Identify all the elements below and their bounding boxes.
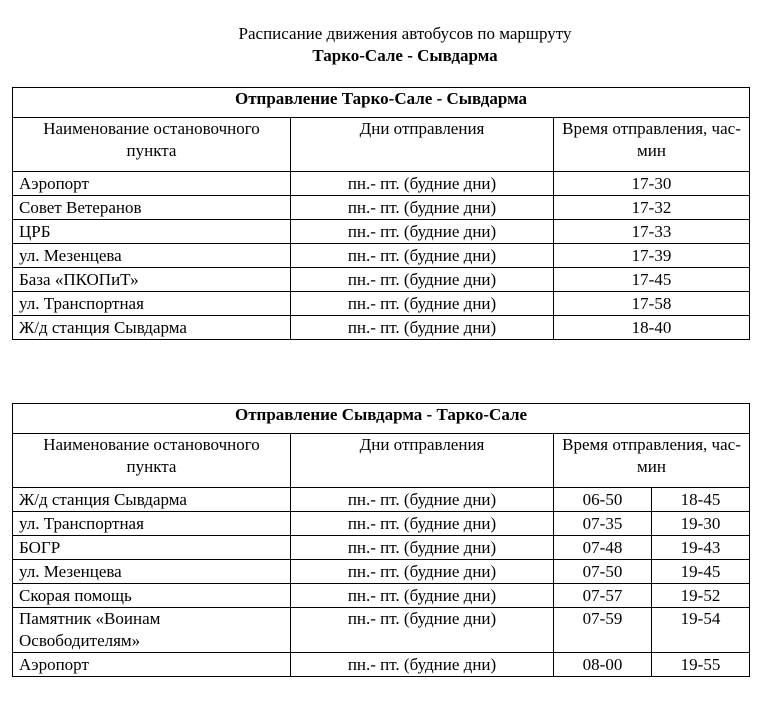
table-caption: Отправление Сывдарма - Тарко-Сале — [13, 404, 750, 434]
departure-days: пн.- пт. (будние дни) — [291, 244, 554, 268]
departure-days: пн.- пт. (будние дни) — [291, 512, 554, 536]
column-header-time: Время отправления, час-мин — [554, 434, 750, 488]
departure-time-morning: 06-50 — [554, 488, 652, 512]
table-row — [13, 560, 750, 584]
stop-name: Ж/д станция Сывдарма — [13, 488, 291, 512]
stop-name: ул. Мезенцева — [13, 560, 291, 584]
document-title: Расписание движения автобусов по маршруту — [238, 24, 572, 43]
departure-time-morning: 08-00 — [554, 653, 652, 677]
table-row — [13, 536, 750, 560]
stop-name: ул. Транспортная — [13, 512, 291, 536]
table-row — [13, 512, 750, 536]
table-row — [13, 172, 750, 196]
stop-name: ЦРБ — [13, 220, 291, 244]
departure-days: пн.- пт. (будние дни) — [291, 196, 554, 220]
schedule-table-outbound — [12, 87, 750, 340]
stop-name: Скорая помощь — [13, 584, 291, 608]
schedule-table-return — [12, 403, 750, 677]
departure-time: 18-40 — [554, 316, 750, 340]
column-header-time: Время отправления, час-мин — [554, 118, 750, 172]
departure-days: пн.- пт. (будние дни) — [291, 536, 554, 560]
departure-time-morning: 07-57 — [554, 584, 652, 608]
departure-time-evening: 19-30 — [652, 512, 750, 536]
departure-time-morning: 07-59 — [554, 608, 652, 653]
column-header-stop: Наименование остановочного пункта — [13, 118, 291, 172]
departure-time-evening: 19-55 — [652, 653, 750, 677]
stop-name: Аэропорт — [13, 172, 291, 196]
table-row — [13, 608, 750, 653]
departure-days: пн.- пт. (будние дни) — [291, 608, 554, 653]
route-title: Тарко-Сале - Сывдарма — [312, 46, 498, 65]
departure-days: пн.- пт. (будние дни) — [291, 220, 554, 244]
departure-time-evening: 19-45 — [652, 560, 750, 584]
departure-time-morning: 07-48 — [554, 536, 652, 560]
table-row — [13, 220, 750, 244]
table-caption: Отправление Тарко-Сале - Сывдарма — [13, 88, 750, 118]
departure-time-evening: 19-43 — [652, 536, 750, 560]
stop-name: БОГР — [13, 536, 291, 560]
stop-name: ул. Транспортная — [13, 292, 291, 316]
departure-time: 17-58 — [554, 292, 750, 316]
column-header-stop: Наименование остановочного пункта — [13, 434, 291, 488]
table-row — [13, 268, 750, 292]
departure-days: пн.- пт. (будние дни) — [291, 653, 554, 677]
departure-time: 17-45 — [554, 268, 750, 292]
departure-days: пн.- пт. (будние дни) — [291, 292, 554, 316]
stop-name: Памятник «Воинам Освободителям» — [13, 608, 291, 653]
column-header-days: Дни отправления — [291, 118, 554, 172]
stop-name: Ж/д станция Сывдарма — [13, 316, 291, 340]
departure-days: пн.- пт. (будние дни) — [291, 584, 554, 608]
departure-days: пн.- пт. (будние дни) — [291, 316, 554, 340]
table-row — [13, 244, 750, 268]
departure-time: 17-30 — [554, 172, 750, 196]
table-row — [13, 316, 750, 340]
departure-time-morning: 07-50 — [554, 560, 652, 584]
stop-name: Совет Ветеранов — [13, 196, 291, 220]
departure-time: 17-32 — [554, 196, 750, 220]
stop-name: База «ПКОПиТ» — [13, 268, 291, 292]
departure-time-evening: 19-54 — [652, 608, 750, 653]
table-row — [13, 488, 750, 512]
table-row — [13, 653, 750, 677]
table-row — [13, 196, 750, 220]
departure-time-evening: 18-45 — [652, 488, 750, 512]
table-row — [13, 584, 750, 608]
stop-name: ул. Мезенцева — [13, 244, 291, 268]
departure-days: пн.- пт. (будние дни) — [291, 268, 554, 292]
table-row — [13, 292, 750, 316]
departure-time-morning: 07-35 — [554, 512, 652, 536]
departure-days: пн.- пт. (будние дни) — [291, 560, 554, 584]
stop-name: Аэропорт — [13, 653, 291, 677]
departure-days: пн.- пт. (будние дни) — [291, 488, 554, 512]
departure-time-evening: 19-52 — [652, 584, 750, 608]
departure-time: 17-39 — [554, 244, 750, 268]
column-header-days: Дни отправления — [291, 434, 554, 488]
departure-time: 17-33 — [554, 220, 750, 244]
departure-days: пн.- пт. (будние дни) — [291, 172, 554, 196]
